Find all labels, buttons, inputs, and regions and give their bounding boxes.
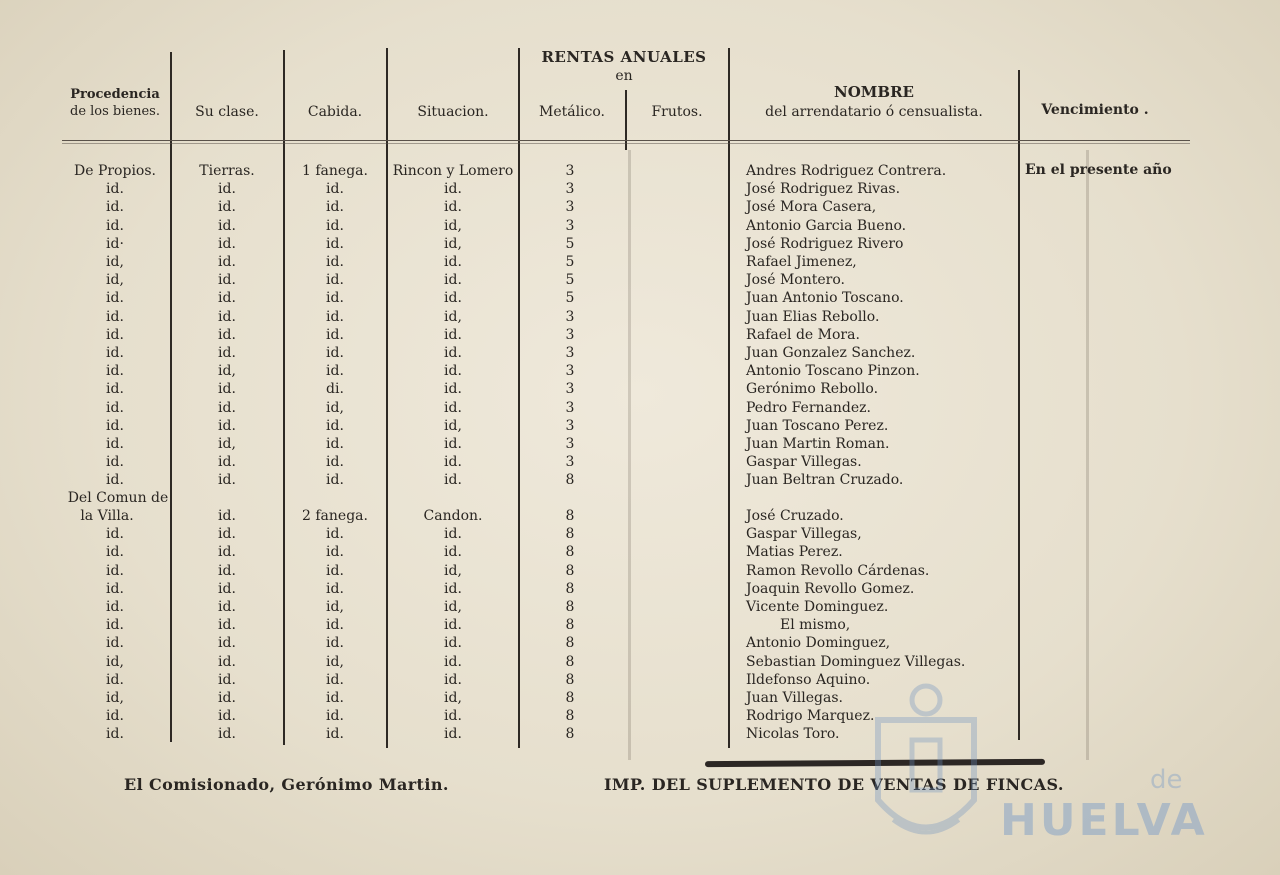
cell-situacion: id. [444,472,462,489]
cell-cabida: id. [326,254,344,270]
cell-su-clase: id. [218,562,236,579]
cell-procedencia: id. [106,381,124,398]
cell-procedencia: id. [106,290,124,307]
cell-situacion: id. [444,381,462,398]
cell-metalico: 3 [565,217,575,234]
cell-nombre: Antonio Dominguez, [746,635,891,652]
cell-situacion: id. [444,290,462,307]
table-row [0,381,1280,399]
cell-nombre: Vicente Dominguez. [746,599,889,615]
table-row [0,708,1280,726]
cell-metalico: 8 [565,690,575,706]
cell-nombre: Gaspar Villegas, [746,526,862,543]
watermark-huelva: HUELVA [1000,795,1208,846]
cell-su-clase: id. [218,381,236,398]
header-vencimiento: Vencimiento . [1041,102,1149,118]
cell-cabida: id. [326,454,344,471]
cell-metalico: 8 [565,472,575,489]
cell-nombre: Juan Toscano Perez. [746,417,889,434]
cell-metalico: 8 [565,617,575,634]
cell-cabida: id. [326,326,344,343]
cell-procedencia: id. [106,708,124,725]
cell-nombre: Antonio Garcia Bueno. [746,217,907,234]
cell-metalico: 3 [565,308,575,325]
cell-su-clase: id. [218,217,236,234]
cell-metalico: 3 [565,454,575,471]
cell-procedencia: id. [106,726,124,743]
cell-metalico: 8 [565,544,575,561]
table-row [0,672,1280,690]
cell-nombre: Pedro Fernandez. [746,399,871,416]
header-rentas-anuales: RENTAS ANUALES [541,48,707,66]
cell-situacion: id, [444,308,462,325]
cell-metalico: 3 [565,199,575,216]
cell-nombre: Sebastian Dominguez Villegas. [746,653,966,670]
cell-situacion: Candon. [423,508,483,524]
cell-nombre: Juan Martin Roman. [746,436,890,452]
table-row [0,472,1280,490]
cell-situacion: id. [444,363,462,380]
cell-procedencia: id. [106,363,124,380]
cell-nombre: Gaspar Villegas. [746,454,862,471]
cell-nombre: Rafael de Mora. [746,326,860,343]
cell-metalico: 8 [565,562,575,579]
cell-situacion: Rincon y Lomero [392,163,514,179]
table-row [0,290,1280,308]
cell-su-clase: id, [218,436,236,452]
table-row [0,599,1280,617]
cell-su-clase: Tierras. [199,163,255,179]
table-row [0,454,1280,472]
table-row [0,418,1280,436]
cell-su-clase: id. [218,690,236,706]
cell-metalico: 5 [565,235,575,252]
cell-su-clase: id. [218,671,236,688]
cell-nombre: Andres Rodriguez Contrera. [746,163,947,179]
cell-su-clase: id. [218,726,236,743]
cell-metalico: 3 [565,345,575,361]
cell-cabida: id. [326,544,344,561]
cell-metalico: 8 [565,508,575,524]
cell-cabida: id. [326,671,344,688]
table-row [0,635,1280,653]
cell-metalico: 3 [565,181,575,198]
table-row [0,526,1280,544]
header-metalico: Metálico. [538,104,606,120]
cell-situacion: id. [444,726,462,743]
header-rentas-en: en [615,68,633,84]
cell-metalico: 3 [565,163,575,179]
cell-metalico: 8 [565,726,575,743]
cell-nombre: José Rodriguez Rivero [746,235,904,252]
header-su-clase: Su clase. [195,104,259,120]
cell-metalico: 8 [565,580,575,597]
cell-procedencia: id. [106,199,124,216]
cell-nombre: Rafael Jimenez, [746,254,857,270]
cell-procedencia: id. [106,436,124,452]
cell-su-clase: id. [218,454,236,471]
cell-procedencia: id, [106,690,124,706]
cell-nombre: Juan Beltran Cruzado. [746,472,904,489]
cell-cabida: id. [326,635,344,652]
cell-situacion: id, [444,235,462,252]
table-row [0,654,1280,672]
cell-nombre: El mismo, [780,617,851,634]
cell-procedencia: id. [106,217,124,234]
cell-procedencia: id. [106,544,124,561]
cell-situacion: id. [444,653,462,670]
cell-metalico: 8 [565,653,575,670]
table-row [0,400,1280,418]
cell-su-clase: id. [218,181,236,198]
header-nombre: NOMBRE [834,83,914,101]
cell-procedencia: id. [106,671,124,688]
cell-cabida: id. [326,363,344,380]
cell-procedencia: id. [106,454,124,471]
cell-cabida: id. [326,181,344,198]
cell-nombre: Juan Gonzalez Sanchez. [746,345,916,361]
cell-metalico: 8 [565,599,575,615]
cell-nombre: Nicolas Toro. [746,726,840,743]
cell-su-clase: id. [218,417,236,434]
cell-metalico: 5 [565,272,575,289]
cell-nombre: Ramon Revollo Cárdenas. [746,562,930,579]
table-row [0,508,1280,526]
cell-metalico: 8 [565,635,575,652]
table-row [0,309,1280,327]
cell-metalico: 8 [565,708,575,725]
cell-su-clase: id. [218,599,236,615]
cell-metalico: 5 [565,254,575,270]
table-row [0,436,1280,454]
cell-su-clase: id. [218,635,236,652]
cell-situacion: id. [444,526,462,543]
table-row [0,181,1280,199]
cell-situacion: id. [444,454,462,471]
table-row [0,254,1280,272]
cell-nombre: José Mora Casera, [746,199,877,216]
cell-metalico: 3 [565,399,575,416]
cell-su-clase: id. [218,544,236,561]
cell-situacion: id. [444,272,462,289]
cell-cabida: id. [326,562,344,579]
cell-procedencia: id. [106,399,124,416]
table-row [0,199,1280,217]
cell-su-clase: id. [218,580,236,597]
table-row [0,327,1280,345]
cell-situacion: id. [444,708,462,725]
header-cabida: Cabida. [307,104,363,120]
cell-cabida: id. [326,417,344,434]
cell-cabida: di. [326,381,344,398]
cell-cabida: 2 fanega. [302,508,368,524]
cell-procedencia: De Propios. [73,163,156,179]
cell-su-clase: id, [218,363,236,380]
table-row [0,563,1280,581]
cell-procedencia: id. [106,580,124,597]
cell-metalico: 8 [565,526,575,543]
cell-cabida: id. [326,235,344,252]
cell-cabida: 1 fanega. [302,163,368,179]
cell-procedencia: id, [106,254,124,270]
table-row [0,272,1280,290]
table-row [0,345,1280,363]
cell-procedencia: id. [106,417,124,434]
cell-nombre: José Cruzado. [746,508,844,524]
cell-su-clase: id. [218,326,236,343]
cell-su-clase: id. [218,199,236,216]
comun-label-villa: la Villa. [80,508,134,524]
footer-comisionado: El Comisionado, Gerónimo Martin. [124,775,449,794]
vencimiento-value: En el presente año [1025,162,1172,178]
cell-situacion: id. [444,436,462,452]
cell-situacion: id. [444,199,462,216]
header-nombre-sub: del arrendatario ó censualista. [765,104,983,120]
cell-nombre: Juan Villegas. [746,690,843,706]
cell-su-clase: id. [218,272,236,289]
cell-metalico: 3 [565,363,575,380]
cell-nombre: José Montero. [746,272,845,289]
cell-procedencia: id. [106,599,124,615]
table-row [0,617,1280,635]
cell-metalico: 8 [565,671,575,688]
cell-metalico: 5 [565,290,575,307]
cell-procedencia: id. [106,308,124,325]
cell-procedencia: id. [106,326,124,343]
cell-situacion: id, [444,562,462,579]
cell-procedencia: id. [106,617,124,634]
table-row [0,363,1280,381]
cell-situacion: id. [444,580,462,597]
cell-cabida: id. [326,580,344,597]
cell-situacion: id, [444,417,462,434]
header-situacion: Situacion. [417,104,489,120]
cell-situacion: id. [444,181,462,198]
cell-situacion: id. [444,326,462,343]
header-rule [62,143,1190,144]
cell-cabida: id. [326,308,344,325]
table-row [0,163,1280,181]
cell-su-clase: id. [218,708,236,725]
cell-cabida: id. [326,690,344,706]
cell-situacion: id. [444,399,462,416]
cell-nombre: Juan Antonio Toscano. [746,290,904,307]
cell-nombre: Joaquin Revollo Gomez. [746,580,915,597]
cell-nombre: Ildefonso Aquino. [746,671,871,688]
cell-metalico: 3 [565,381,575,398]
cell-situacion: id, [444,599,462,615]
cell-procedencia: id, [106,272,124,289]
cell-su-clase: id. [218,308,236,325]
cell-cabida: id. [326,436,344,452]
table-row [0,726,1280,744]
cell-cabida: id, [326,399,344,416]
header-procedencia: Procedencia de los bienes. [70,87,160,119]
table-row [0,581,1280,599]
cell-procedencia: id, [106,653,124,670]
cell-situacion: id. [444,635,462,652]
cell-cabida: id. [326,472,344,489]
cell-metalico: 3 [565,417,575,434]
cell-cabida: id. [326,199,344,216]
footer-imprenta: IMP. DEL SUPLEMENTO DE VENTAS DE FINCAS. [604,775,1064,794]
cell-procedencia: id. [106,472,124,489]
watermark-de: de [1150,765,1183,795]
cell-procedencia: id. [106,562,124,579]
cell-cabida: id, [326,653,344,670]
cell-cabida: id. [326,526,344,543]
cell-nombre: Matias Perez. [746,544,843,561]
table-row [0,236,1280,254]
table-row [0,218,1280,236]
header-frutos: Frutos. [651,104,703,120]
cell-cabida: id. [326,617,344,634]
cell-su-clase: id. [218,345,236,361]
header-rule [62,140,1190,141]
cell-cabida: id, [326,599,344,615]
cell-su-clase: id. [218,526,236,543]
cell-situacion: id. [444,544,462,561]
cell-procedencia: id· [106,235,124,252]
table-row [0,544,1280,562]
cell-nombre: José Rodriguez Rivas. [746,181,901,198]
comun-label: Del Comun de [67,490,169,506]
cell-cabida: id. [326,217,344,234]
cell-procedencia: id. [106,635,124,652]
cell-procedencia: id. [106,181,124,198]
cell-su-clase: id. [218,399,236,416]
cell-procedencia: id. [106,345,124,361]
cell-situacion: id, [444,690,462,706]
cell-nombre: Gerónimo Rebollo. [746,381,879,398]
cell-su-clase: id. [218,472,236,489]
cell-cabida: id. [326,726,344,743]
cell-cabida: id. [326,708,344,725]
cell-cabida: id. [326,290,344,307]
cell-cabida: id. [326,345,344,361]
cell-su-clase: id. [218,254,236,270]
cell-su-clase: id. [218,508,236,524]
cell-su-clase: id. [218,617,236,634]
cell-nombre: Antonio Toscano Pinzon. [746,363,920,380]
cell-su-clase: id. [218,290,236,307]
cell-situacion: id, [444,217,462,234]
cell-situacion: id. [444,345,462,361]
cell-metalico: 3 [565,326,575,343]
cell-su-clase: id. [218,653,236,670]
cell-su-clase: id. [218,235,236,252]
archive-seal-icon [868,680,984,860]
table-row [0,690,1280,708]
cell-procedencia: id. [106,526,124,543]
cell-situacion: id. [444,254,462,270]
cell-situacion: id. [444,617,462,634]
cell-nombre: Juan Elias Rebollo. [746,308,880,325]
cell-situacion: id. [444,671,462,688]
cell-nombre: Rodrigo Marquez. [746,708,875,725]
cell-metalico: 3 [565,436,575,452]
cell-cabida: id. [326,272,344,289]
